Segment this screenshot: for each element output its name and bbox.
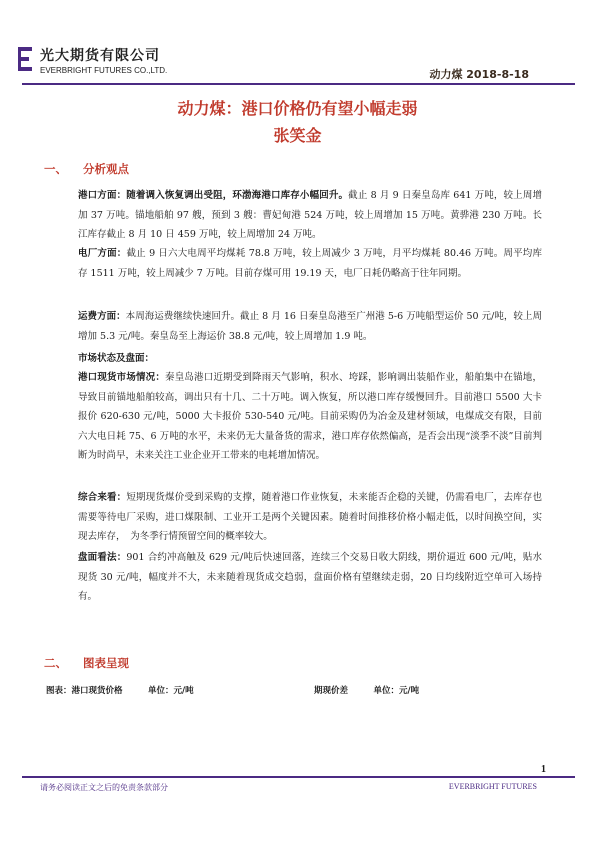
- paragraph-label: 综合来看：: [78, 492, 127, 503]
- section-number: 一、: [44, 162, 67, 176]
- paragraph-futures-view: [58, 548, 542, 607]
- paragraph-freight: [58, 307, 542, 346]
- paragraph-label: 港口现货市场情况：: [78, 372, 166, 383]
- report-title: 动力煤：港口价格仍有望小幅走弱: [177, 99, 418, 118]
- paragraph-label: 市场状态及盘面：: [78, 353, 155, 364]
- paragraph-text: 截止 8 月 9 日秦皇岛库 641 万吨，较上周增加 37 万吨。锚地船舶 97 艘，预到 3 艘：曹妃甸港 524 万吨，较上周增加 15 万吨。黄骅港 230 万吨。长江库存截止 8 月 10 日 459 万吨，较上周增加 24 万吨。: [78, 190, 542, 240]
- paragraph-label: 运费方面：: [78, 311, 126, 322]
- paragraph-market-heading: [58, 349, 542, 369]
- paragraph-text: 秦皇岛港口近期受到降雨天气影响，积水、垮踩，影响调出装船作业，船舶集中在锚地，导致目前锚地船舶较高，调出只有十几、二十万吨。调入恢复，所以港口库存缓慢回升。目前港口 5500 大卡报价 620-630 元/吨，5000 大卡报价 530-540 元/吨。目前采购仍为冶金及建材领域，电煤成交有限，目前六大电日耗 75、6 万吨的水平，未来仍无大量备货的需求，港口库存依然偏高，是否会出现“淡季不淡”目前判断为时尚早，未来关注工业企业开工带来的电耗增加情况。: [78, 372, 542, 461]
- disclaimer-note: 请务必阅读正文之后的免责条款部分: [40, 783, 168, 792]
- report-author: 张笑金: [273, 126, 322, 145]
- footer-brand: EVERBRIGHT FUTURES: [448, 782, 537, 791]
- section-number: 二、: [44, 656, 67, 670]
- paragraph-text: 截止 9 日六大电周平均煤耗 78.8 万吨，较上周减少 3 万吨，月平均煤耗 80.46 万吨。周平均库存 1511 万吨，较上周减少 7 万吨。目前存煤可用 19.19 天，电厂日耗仍略高于往年同期。: [78, 248, 542, 279]
- paragraph-text: 本周海运费继续快速回升。截止 8 月 16 日秦皇岛港至广州港 5-6 万吨船型运价 50 元/吨，较上周增加 5.3 元/吨。秦皇岛至上海运价 38.8 元/吨，较上周增加 1.9 吨。: [78, 311, 542, 342]
- paragraph-spot-market: [58, 368, 542, 466]
- paragraph-text: 901 合约冲高触及 629 元/吨后快速回落，连续三个交易日收大阴线，期价逼近 600 元/吨，贴水现货 30 元/吨，幅度并不大，未来随着现货成交趋弱，盘面价格有望继续走弱，20 日均线附近空单可入场持有。: [78, 552, 542, 602]
- paragraph-power-plant: [58, 244, 542, 283]
- paragraph-summary: [58, 488, 542, 547]
- section-heading-analysis: [44, 161, 129, 177]
- company-logo-icon: [18, 47, 32, 71]
- header-tag: 动力煤 2018-8-18: [429, 68, 529, 81]
- company-name-cn: 光大期货有限公司: [40, 48, 160, 64]
- paragraph-text: 短期现货煤价受到采购的支撑，随着港口作业恢复，未来能否企稳的关键，仍需看电厂，去库存也需要等待电厂采购，进口煤限制、工业开工是两个关键因素。随着时间推移价格小幅走低，以时间换空间，实现去库存， 为冬季行情预留空间的概率较大。: [78, 492, 542, 542]
- company-name-en: EVERBRIGHT FUTURES CO.,LTD.: [40, 66, 168, 75]
- header-divider: [22, 83, 575, 85]
- chart-caption-spot-price: 图表：港口现货价格 单位：元/吨: [46, 686, 194, 696]
- paragraph-label: 盘面看法：: [78, 552, 127, 563]
- section-heading-charts: [44, 655, 129, 671]
- section-label: 图表呈现: [83, 656, 129, 670]
- chart-caption-basis: 期现价差 单位：元/吨: [314, 686, 420, 696]
- paragraph-label: 电厂方面：: [78, 248, 127, 259]
- paragraph-label: 港口方面：: [78, 190, 127, 201]
- footer-divider: [22, 776, 575, 778]
- section-label: 分析观点: [83, 162, 129, 176]
- page-number: 1: [541, 764, 546, 775]
- paragraph-port: [58, 186, 542, 245]
- paragraph-emphasis: 随着调入恢复调出受阻，环渤海港口库存小幅回升。: [126, 190, 349, 201]
